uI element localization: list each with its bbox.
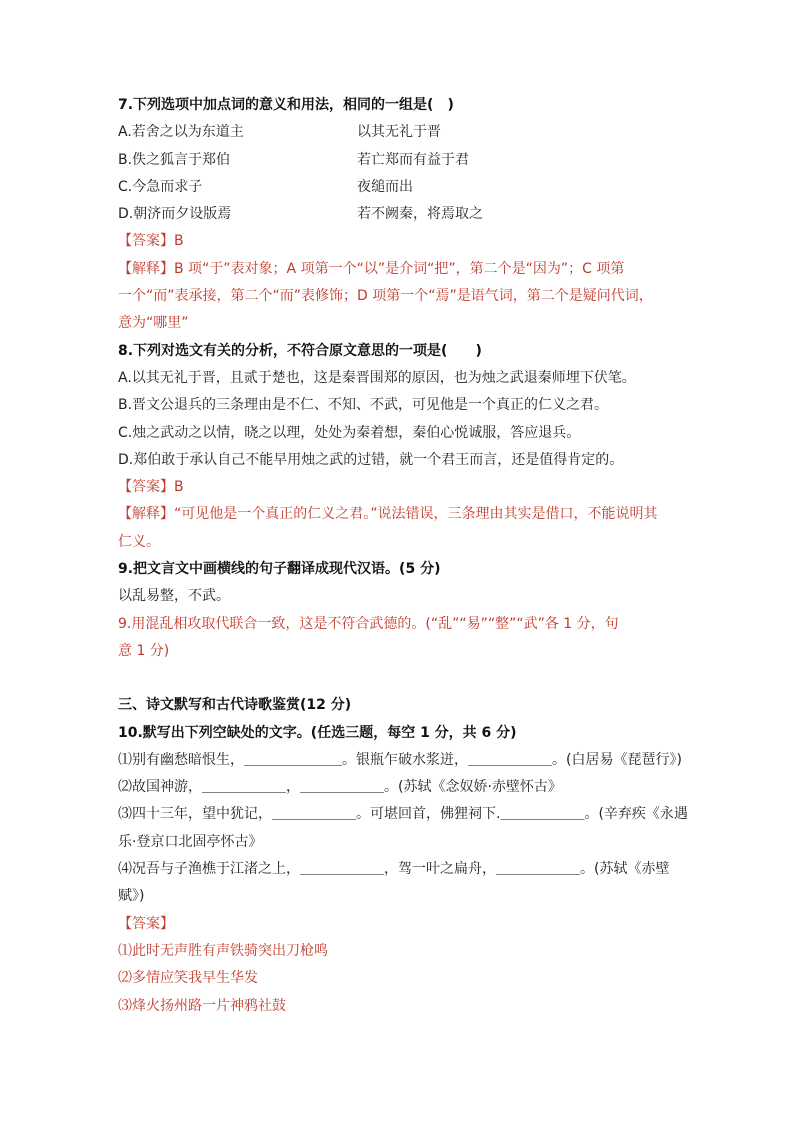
q10-answer-3: ⑶烽火扬州路一片神鸦社鼓 [118,997,286,1014]
q7-explain-text-1: B 项“于”表对象；A 项第一个“以”是介词“把”，第二个是“因为”；C 项第 [174,260,625,277]
q8-explain-label: 【解释】 [118,506,174,523]
q10-line-2: ⑵故国神游，＿＿＿＿＿＿，＿＿＿＿＿＿。(苏轼《念奴娇·赤壁怀古》 [118,779,562,796]
section-spacer [118,665,678,692]
q10-line-6: 赋》) [118,888,145,905]
q8-answer [118,474,678,501]
q8-explain-line-1 [118,501,678,528]
q7-answer-label: 【答案】 [118,233,174,250]
q7-answer [118,228,678,255]
q7-option-c [118,174,678,201]
q9-answer-line-1: 9.用混乱相攻取代联合一致，这是不符合武德的。(“乱”“易”“整”“武”各 1 分，句 [118,615,619,632]
q7-option-a-left: A.若舍之以为东道主 [118,124,244,141]
q10-title: 10.默写出下列空缺处的文字。(任选三题，每空 1 分，共 6 分) [118,724,517,741]
q7-title: 7.下列选项中加点词的意义和用法，相同的一组是( ) [118,97,454,113]
q7-option-c-right: 夜缒而出 [357,178,413,195]
q7-answer-value: B [174,233,184,250]
q7-option-b-left: B.佚之狐言于郑伯 [118,151,231,168]
q7-explain-label: 【解释】 [118,260,174,277]
q7-option-b [118,147,678,174]
q10-line-3: ⑶四十三年，望中犹记，＿＿＿＿＿＿。可堪回首，佛狸祠下.＿＿＿＿＿＿。(辛弃疾《永遇 [118,806,688,823]
q7-option-d [118,201,678,228]
q10-answer-2: ⑵多情应笑我早生华发 [118,970,258,987]
q10-line-5: ⑷况吾与子渔樵于江渚之上，＿＿＿＿＿＿，驾一叶之扁舟，＿＿＿＿＿＿。(苏轼《赤壁 [118,861,670,878]
q8-explain-line-2: 仁义。 [118,533,160,550]
q9-answer-line-2: 意 1 分) [118,642,170,659]
q8-option-c: C.烛之武动之以情，晓之以理，处处为秦着想，秦伯心悦诚服，答应退兵。 [118,424,581,441]
q9-sentence: 以乱易整，不武。 [118,588,230,605]
q7-option-d-right: 若不阙秦，将焉取之 [357,206,483,223]
q10-answer-label: 【答案】 [118,915,174,932]
q10-line-4: 乐·登京口北固亭怀古》 [118,833,263,850]
q7-explain-line-3: 意为“哪里” [118,315,189,332]
q7-option-b-right: 若亡郑而有益于君 [357,151,469,168]
q10-answer-1: ⑴此时无声胜有声铁骑突出刀枪鸣 [118,942,328,959]
q7-explain-line-2: 一个“而”表承接，第二个“而”表修饰；D 项第一个“焉”是语气词，第二个是疑问代词， [118,288,653,305]
section3-heading: 三、诗文默写和古代诗歌鉴赏(12 分) [118,697,352,714]
q10-line-1: ⑴别有幽愁暗恨生，＿＿＿＿＿＿＿。银瓶乍破水浆迸，＿＿＿＿＿＿。(白居易《琵琶行》) [118,751,682,768]
q8-explain-text-1: “可见他是一个真正的仁义之君。”说法错误，三条理由其实是借口，不能说明其 [174,506,658,523]
q8-answer-value: B [174,479,184,496]
q7-option-c-left: C.今急而求子 [118,178,203,195]
q8-title: 8.下列对选文有关的分析，不符合原文意思的一项是( ) [118,342,482,359]
q8-option-d: D.郑伯敢于承认自己不能早用烛之武的过错，就一个君王而言，还是值得肯定的。 [118,451,624,468]
q7-explain-line-1 [118,256,678,283]
q9-title: 9.把文言文中画横线的句子翻译成现代汉语。(5 分) [118,561,441,578]
q7-option-a [118,119,678,146]
document-page [118,92,688,1020]
q7-option-d-left: D.朝济而夕设版焉 [118,206,232,223]
q7-option-a-right: 以其无礼于晋 [357,124,441,141]
q8-option-b: B.晋文公退兵的三条理由是不仁、不知、不武，可见他是一个真正的仁义之君。 [118,397,609,414]
q8-answer-label: 【答案】 [118,479,174,496]
q8-option-a: A.以其无礼于晋，且贰于楚也，这是秦晋围郑的原因，也为烛之武退秦师埋下伏笔。 [118,369,636,386]
